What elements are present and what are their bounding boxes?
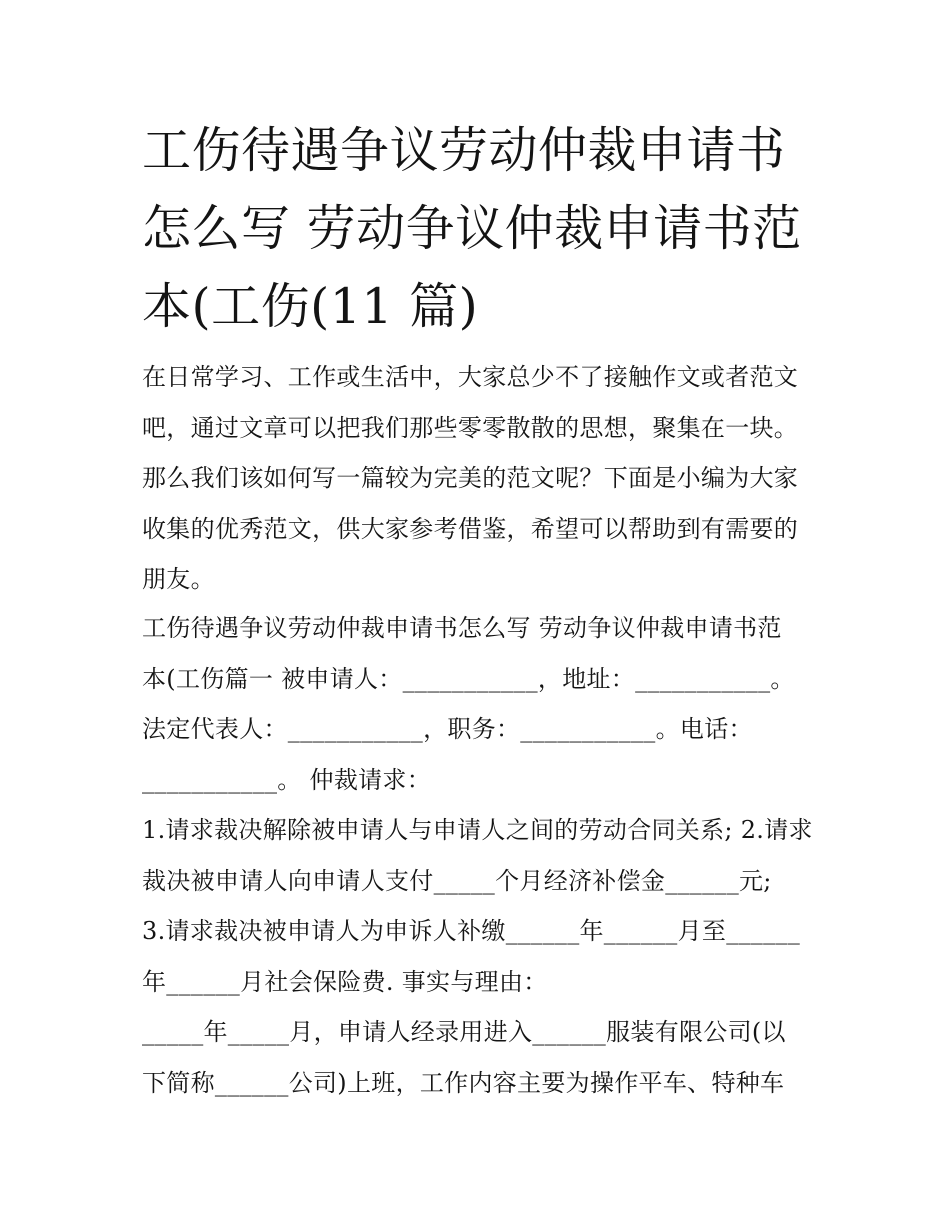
content-line: 年______月社会保险费. 事实与理由：	[142, 967, 548, 996]
content-line: 裁决被申请人向申请人支付_____个月经济补偿金______元;	[142, 866, 772, 895]
content-paragraph	[142, 603, 822, 1108]
content-line: 1.请求裁决解除被申请人与申请人之间的劳动合同关系; 2.请求	[142, 816, 813, 844]
content-line: 法定代表人：___________，职务：___________。电话：	[142, 715, 753, 743]
document-title	[142, 112, 822, 346]
content-line: 本(工伤篇一 被申请人：___________，地址：___________。	[142, 664, 795, 693]
title-line: 怎么写 劳动争议仲裁申请书范	[142, 200, 802, 257]
intro-line: 吧，通过文章可以把我们那些零零散散的思想，聚集在一块。	[142, 413, 799, 442]
content-line: 下简称______公司)上班，工作内容主要为操作平车、特种车	[142, 1068, 785, 1097]
intro-paragraph	[142, 352, 822, 605]
content-line: _____年_____月，申请人经录用进入______服装有限公司(以	[142, 1018, 786, 1046]
intro-line: 收集的优秀范文，供大家参考借鉴，希望可以帮助到有需要的	[142, 514, 799, 543]
title-line: 工伤待遇争议劳动仲裁申请书	[142, 122, 786, 179]
intro-line: 在日常学习、工作或生活中，大家总少不了接触作文或者范文	[142, 363, 799, 391]
content-line: 工伤待遇争议劳动仲裁申请书怎么写 劳动争议仲裁申请书范	[142, 614, 782, 642]
content-line: 3.请求裁决被申请人为申诉人补缴______年______月至______	[142, 917, 800, 945]
intro-line: 朋友。	[142, 565, 215, 593]
title-line: 本(工伤(11 篇)	[142, 278, 479, 335]
content-line: ___________。 仲裁请求：	[142, 765, 432, 794]
intro-line: 那么我们该如何写一篇较为完美的范文呢？下面是小编为大家	[142, 464, 799, 492]
